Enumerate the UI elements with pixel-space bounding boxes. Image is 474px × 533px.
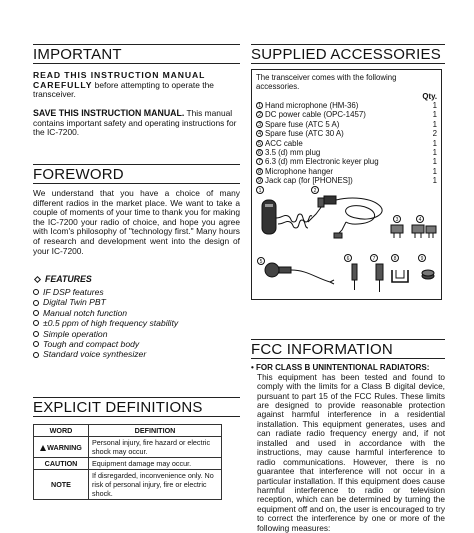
read-manual-bold: READ THIS INSTRUCTION MANUAL CAREFULLY [33, 70, 206, 90]
hand-microphone-icon [262, 198, 324, 234]
keyer-plug-6-3mm-icon [376, 264, 383, 292]
acc-cable-icon [265, 263, 334, 284]
save-manual-rest: This manual contains important safety and operating instructions for the IC-7200. [33, 108, 237, 138]
spare-fuse-5a-icon [391, 225, 403, 238]
table-header-row [34, 425, 222, 437]
bullet-icon [33, 341, 39, 347]
bullet-icon [33, 300, 39, 306]
svg-text:5: 5 [259, 259, 263, 265]
spare-fuse-30a-icon [412, 225, 436, 238]
accessory-item: 5 ACC cable 1 [257, 138, 437, 148]
table-row [34, 437, 222, 458]
feature-item: ±0.5 ppm of high frequency stability [33, 318, 240, 328]
accessory-item: 3 Spare fuse (ATC 5 A) 1 [257, 119, 437, 129]
feature-item: Simple operation [33, 329, 240, 339]
feature-item: IF DSP features [33, 287, 240, 297]
word-cell: NOTE [34, 470, 89, 500]
fcc-section [251, 363, 445, 533]
column-header-definition: DEFINITION [89, 425, 222, 437]
marker-5-icon [258, 258, 265, 266]
plug-3-5mm-icon [352, 264, 357, 290]
accessory-item: 6 3.5 (d) mm plug 1 [257, 148, 437, 158]
marker-1-icon [257, 187, 264, 195]
fcc-title: FCC INFORMATION [251, 339, 445, 359]
feature-item: Standard voice synthesizer [33, 349, 240, 359]
fcc-subtitle: • FOR CLASS B UNINTENTIONAL RADIATORS: [251, 363, 430, 372]
marker-6-icon [345, 255, 352, 263]
important-title: IMPORTANT [33, 44, 240, 64]
qty-header: Qty. [422, 92, 437, 101]
bullet-icon [33, 331, 39, 337]
important-read-paragraph [33, 71, 240, 100]
fcc-body: This equipment has been tested and found to comply with the limits for a Class B digital device, pursuant to part 15 of the FCC Rules. These limits are designed to provide reasonable protection against harmful interference in a residential installation. This equipment generates, uses and can radiate radio frequency energy and, if not installed and used in accordance with the instructions, may cause harmful interference to radio communications. However, there is no guarantee that interference will not occur in a particular installation. If this equipment does cause harmful interference to radio or television reception, which can be determined by turning the equipment off and on, the user is encouraged to try to correct the interference by one or more of the following measures: [257, 371, 445, 533]
table-row [34, 458, 222, 470]
svg-text:6: 6 [346, 256, 350, 262]
feature-item: Manual notch function [33, 308, 240, 318]
svg-text:4: 4 [418, 217, 422, 223]
bullet-icon [33, 320, 39, 326]
bullet-icon [33, 310, 39, 316]
dc-power-cable-icon [324, 196, 382, 238]
definition-cell: If disregarded, inconvenience only. No risk of personal injury, fire or electric shock. [89, 470, 222, 500]
definition-cell: Personal injury, fire hazard or electric shock may occur. [89, 437, 222, 458]
feature-item: Digital Twin PBT [33, 297, 240, 307]
read-manual-rest: before attempting to operate the transceiver. [33, 79, 214, 100]
definitions-table [33, 424, 222, 500]
accessories-title: SUPPLIED ACCESSORIES [251, 44, 445, 64]
bullet-icon [33, 352, 39, 358]
accessory-item: 2 DC power cable (OPC-1457) 1 [257, 110, 437, 120]
feature-item: Tough and compact body [33, 339, 240, 349]
marker-3-icon [394, 216, 401, 224]
microphone-hanger-icon [392, 270, 408, 282]
features-list [33, 287, 240, 360]
important-save-paragraph [33, 109, 240, 138]
marker-2-icon [312, 187, 319, 195]
word-cell: WARNING [34, 437, 89, 458]
accessory-item: 9 Jack cap (for [PHONES]) 1 [257, 176, 437, 186]
marker-4-icon [417, 216, 424, 224]
svg-text:2: 2 [313, 188, 317, 194]
accessory-item: 1 Hand microphone (HM-36) 1 [257, 101, 437, 110]
definition-cell: Equipment damage may occur. [89, 458, 222, 470]
bullet-icon [33, 289, 39, 295]
foreword-body: We understand that you have a choice of many different radios in the market place. We want to take a couple of moments of your time to thank you for making the IC-7200 your radio of choice, and hope you agree with Icom's philosophy of "technology first." Many hours of research and development went into the design of your IC-7200. [33, 188, 240, 256]
svg-text:7: 7 [372, 256, 376, 262]
features-heading [33, 275, 240, 285]
accessories-illustration [252, 178, 441, 298]
features-title: FEATURES [45, 274, 92, 284]
svg-text:9: 9 [420, 256, 424, 262]
table-row [34, 470, 222, 500]
accessory-item: 8 Microphone hanger 1 [257, 166, 437, 176]
marker-7-icon [371, 255, 378, 263]
accessory-item: 7 6.3 (d) mm Electronic keyer plug 1 [257, 157, 437, 167]
column-header-word: WORD [34, 425, 89, 437]
svg-text:3: 3 [395, 217, 399, 223]
accessories-intro: The transceiver comes with the following accessories. [256, 73, 397, 91]
diamond-icon [34, 276, 41, 283]
marker-9-icon [419, 255, 426, 263]
warning-triangle-icon [40, 445, 46, 451]
accessory-item: 4 Spare fuse (ATC 30 A) 2 [257, 129, 437, 139]
svg-text:1: 1 [258, 188, 262, 194]
jack-cap-icon [422, 270, 434, 279]
svg-text:8: 8 [393, 256, 397, 262]
marker-8-icon [392, 255, 399, 263]
accessories-box [251, 69, 442, 300]
word-cell: CAUTION [34, 458, 89, 470]
foreword-title: FOREWORD [33, 164, 240, 184]
definitions-title: EXPLICIT DEFINITIONS [33, 397, 240, 417]
save-manual-bold: SAVE THIS INSTRUCTION MANUAL. [33, 108, 185, 118]
